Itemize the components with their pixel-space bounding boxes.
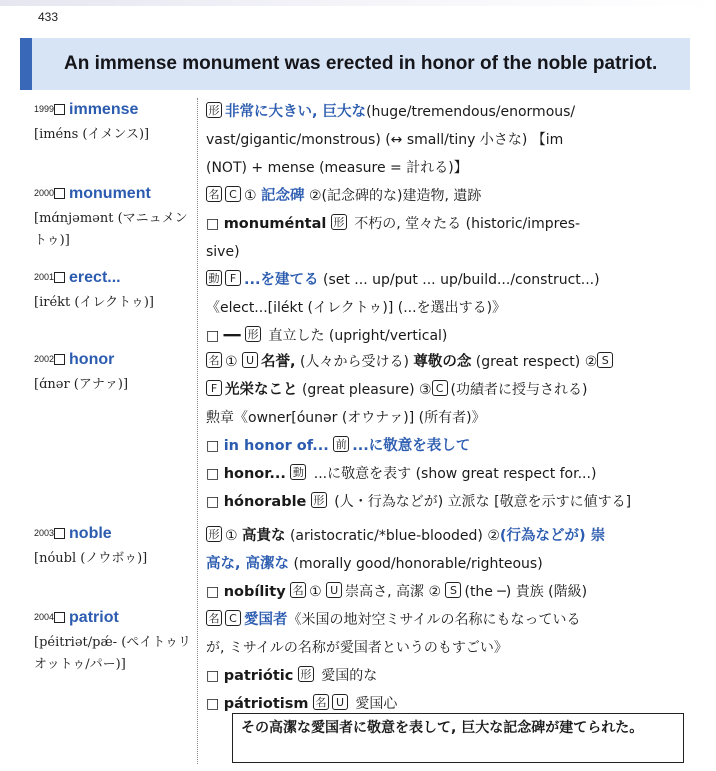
definition-line	[206, 154, 666, 182]
definition-text: 勲章《owner[óunər (オウナァ)] (所有者)》	[206, 410, 486, 426]
pos-tag: 動	[290, 464, 306, 480]
pos-tag: 名	[290, 582, 306, 598]
definition-line	[206, 578, 666, 606]
definition-text: ①	[309, 584, 327, 600]
definition-line	[206, 294, 666, 322]
pos-tag: 名	[206, 186, 222, 202]
headword: monument	[69, 185, 151, 202]
definition-text: □ ━━	[206, 328, 245, 344]
definition-line	[206, 376, 666, 404]
entry-headword-column	[34, 606, 194, 676]
derived-word: hónorable	[223, 494, 307, 510]
definition-text: (the ─) 貴族 (階級)	[464, 584, 588, 600]
definition-text: 愛国心	[350, 696, 398, 712]
entry-headword-column	[34, 182, 194, 252]
definition-line	[206, 634, 666, 662]
entry-definition	[206, 522, 666, 606]
definition-line	[206, 322, 666, 350]
definition-text: (人・行為などが) 立派な [敬意を示すに値する]	[329, 494, 632, 510]
pronunciation: [iméns (イメンス)]	[34, 127, 150, 142]
pos-tag: C	[225, 186, 241, 202]
pos-tag: 名	[206, 352, 222, 368]
definition-line	[206, 432, 666, 460]
key-meaning: (行為などが) 崇	[499, 528, 606, 544]
entry-headword-column	[34, 522, 194, 570]
definition-text: □	[206, 584, 224, 600]
pos-tag: 形	[206, 526, 222, 542]
definition-text: ①	[225, 528, 243, 544]
key-meaning: 愛国者	[244, 612, 288, 628]
entry-head	[34, 266, 194, 288]
pronunciation: [péitriət/pǽ- (ペイトゥリオットゥ/パー)]	[34, 635, 191, 672]
pronunciation: [nóubl (ノウボゥ)]	[34, 551, 148, 566]
pos-tag: F	[206, 380, 222, 396]
column-divider	[197, 98, 198, 764]
entry-definition	[206, 266, 666, 350]
entry-number: 2000	[34, 188, 55, 198]
pos-tag: S	[597, 352, 613, 368]
definition-text: 直立した (upright/vertical)	[264, 328, 448, 344]
pos-tag: C	[432, 380, 448, 396]
definition-line	[206, 266, 666, 294]
derived-word: 光栄なこと	[225, 382, 298, 398]
headword: erect...	[69, 269, 121, 286]
entry-definition	[206, 606, 666, 718]
definition-line	[206, 522, 666, 550]
definition-text: ②(記念碑的な)建造物, 遺跡	[304, 188, 482, 204]
banner-accent-bar	[20, 38, 32, 90]
definition-text: (great pleasure) ③	[297, 382, 432, 398]
definition-text: (huge/tremendous/enormous/	[366, 104, 576, 120]
definition-line	[206, 126, 666, 154]
checkbox-icon	[54, 528, 65, 539]
definition-text: が, ミサイルの名称が愛国者というのもすごい》	[206, 640, 508, 656]
definition-text: ...に敬意を表す (show great respect for...)	[309, 466, 597, 482]
pronunciation: [irékt (イレクトゥ)]	[34, 295, 155, 310]
entry-head	[34, 606, 194, 628]
entry-head	[34, 182, 194, 204]
derived-word: 尊敬の念	[413, 354, 472, 370]
definition-line	[206, 488, 666, 516]
definition-text: (great respect) ②	[471, 354, 598, 370]
key-meaning: 記念碑	[261, 188, 305, 204]
entry-number: 1999	[34, 104, 55, 114]
definition-text: ①	[244, 188, 262, 204]
headword: patriot	[69, 609, 119, 626]
definition-line	[206, 98, 666, 126]
definition-text: 《米国の地対空ミサイルの名称にもなっている	[287, 612, 581, 628]
pos-tag: 形	[331, 214, 347, 230]
pos-tag: U	[332, 694, 348, 710]
pos-tag: U	[326, 582, 342, 598]
entry-number: 2004	[34, 612, 55, 622]
definition-text: □	[206, 696, 224, 712]
translation-box: その高潔な愛国者に敬意を表して, 巨大な記念碑が建てられた。	[232, 713, 684, 763]
key-meaning: 高な, 高潔な	[206, 556, 290, 572]
definition-text: □	[206, 668, 224, 684]
pos-tag: 名	[313, 694, 329, 710]
headword: noble	[69, 525, 112, 542]
definition-text: (功績者に授与される)	[450, 382, 588, 398]
pos-tag: F	[225, 270, 241, 286]
definition-text: (NOT) + mense (measure = 計れる)】	[206, 160, 468, 176]
definition-line	[206, 404, 666, 432]
entry-number: 2003	[34, 528, 55, 538]
derived-word: nobílity	[223, 584, 286, 600]
pos-tag: 形	[311, 492, 327, 508]
entry-definition	[206, 182, 666, 266]
pos-tag: S	[445, 582, 461, 598]
pos-tag: 動	[206, 270, 222, 286]
example-sentence: An immense monument was erected in honor of the noble patriot.	[64, 53, 658, 74]
definition-text: □	[206, 216, 224, 232]
definition-text: 愛国的な	[316, 668, 378, 684]
key-meaning: ...に敬意を表して	[352, 438, 471, 454]
definition-text: vast/gigantic/monstrous) (↔ small/tiny 小さな) 【im	[206, 132, 564, 148]
definition-line	[206, 348, 666, 376]
top-decoration	[0, 0, 716, 6]
derived-word: patriótic	[223, 668, 294, 684]
example-sentence-banner	[20, 38, 690, 90]
definition-text: 不朽の, 堂々たる (historic/impres-	[349, 216, 581, 232]
definition-text: (aristocratic/*blue-blooded) ②	[285, 528, 500, 544]
checkbox-icon	[54, 612, 65, 623]
pronunciation: [mɑ́njəmənt (マニュメントゥ)]	[34, 211, 188, 248]
definition-text: □	[206, 466, 224, 482]
entry-definition	[206, 98, 666, 182]
entry-headword-column	[34, 98, 194, 146]
entry-number: 2002	[34, 354, 55, 364]
pos-tag: U	[242, 352, 258, 368]
definition-text: □	[206, 494, 224, 510]
pos-tag: 形	[245, 326, 261, 342]
entry-head	[34, 98, 194, 120]
pos-tag: 名	[206, 610, 222, 626]
pos-tag: C	[225, 610, 241, 626]
derived-word: 高貴な	[242, 528, 286, 544]
definition-text: sive)	[206, 244, 240, 260]
derived-word: 名誉,	[261, 354, 296, 370]
definition-line	[206, 182, 666, 210]
checkbox-icon	[54, 272, 65, 283]
entry-number: 2001	[34, 272, 55, 282]
definition-text: 崇高さ, 高潔 ②	[345, 584, 446, 600]
definition-text: 《elect...[ilékt (イレクトゥ)] (...を選出する)》	[206, 300, 507, 316]
definition-line	[206, 662, 666, 690]
definition-line	[206, 606, 666, 634]
definition-text: (set ... up/put ... up/build.../construct...)	[318, 272, 600, 288]
pos-tag: 形	[206, 102, 222, 118]
checkbox-icon	[54, 104, 65, 115]
derived-word: honor...	[223, 466, 286, 482]
derived-word: pátriotism	[223, 696, 309, 712]
definition-line	[206, 238, 666, 266]
definition-text: (人々から受ける)	[295, 354, 414, 370]
entry-definition	[206, 348, 666, 516]
entry-head	[34, 522, 194, 544]
key-meaning: 非常に大きい, 巨大な	[225, 104, 367, 120]
headword: immense	[69, 101, 139, 118]
definition-line	[206, 460, 666, 488]
definition-text: ①	[225, 354, 243, 370]
key-meaning: in honor of...	[223, 438, 329, 454]
definition-text: (morally good/honorable/righteous)	[289, 556, 543, 572]
checkbox-icon	[54, 354, 65, 365]
derived-word: monuméntal	[223, 216, 327, 232]
key-meaning: ...を建てる	[244, 272, 319, 288]
page-number: 433	[38, 10, 59, 24]
headword: honor	[69, 351, 115, 368]
definition-text: □	[206, 438, 224, 454]
entry-headword-column	[34, 348, 194, 396]
pos-tag: 前	[333, 436, 349, 452]
entry-headword-column	[34, 266, 194, 314]
definition-line	[206, 210, 666, 238]
entry-head	[34, 348, 194, 370]
pronunciation: [ɑ́nər (アナァ)]	[34, 377, 129, 392]
checkbox-icon	[54, 188, 65, 199]
pos-tag: 形	[298, 666, 314, 682]
definition-line	[206, 550, 666, 578]
